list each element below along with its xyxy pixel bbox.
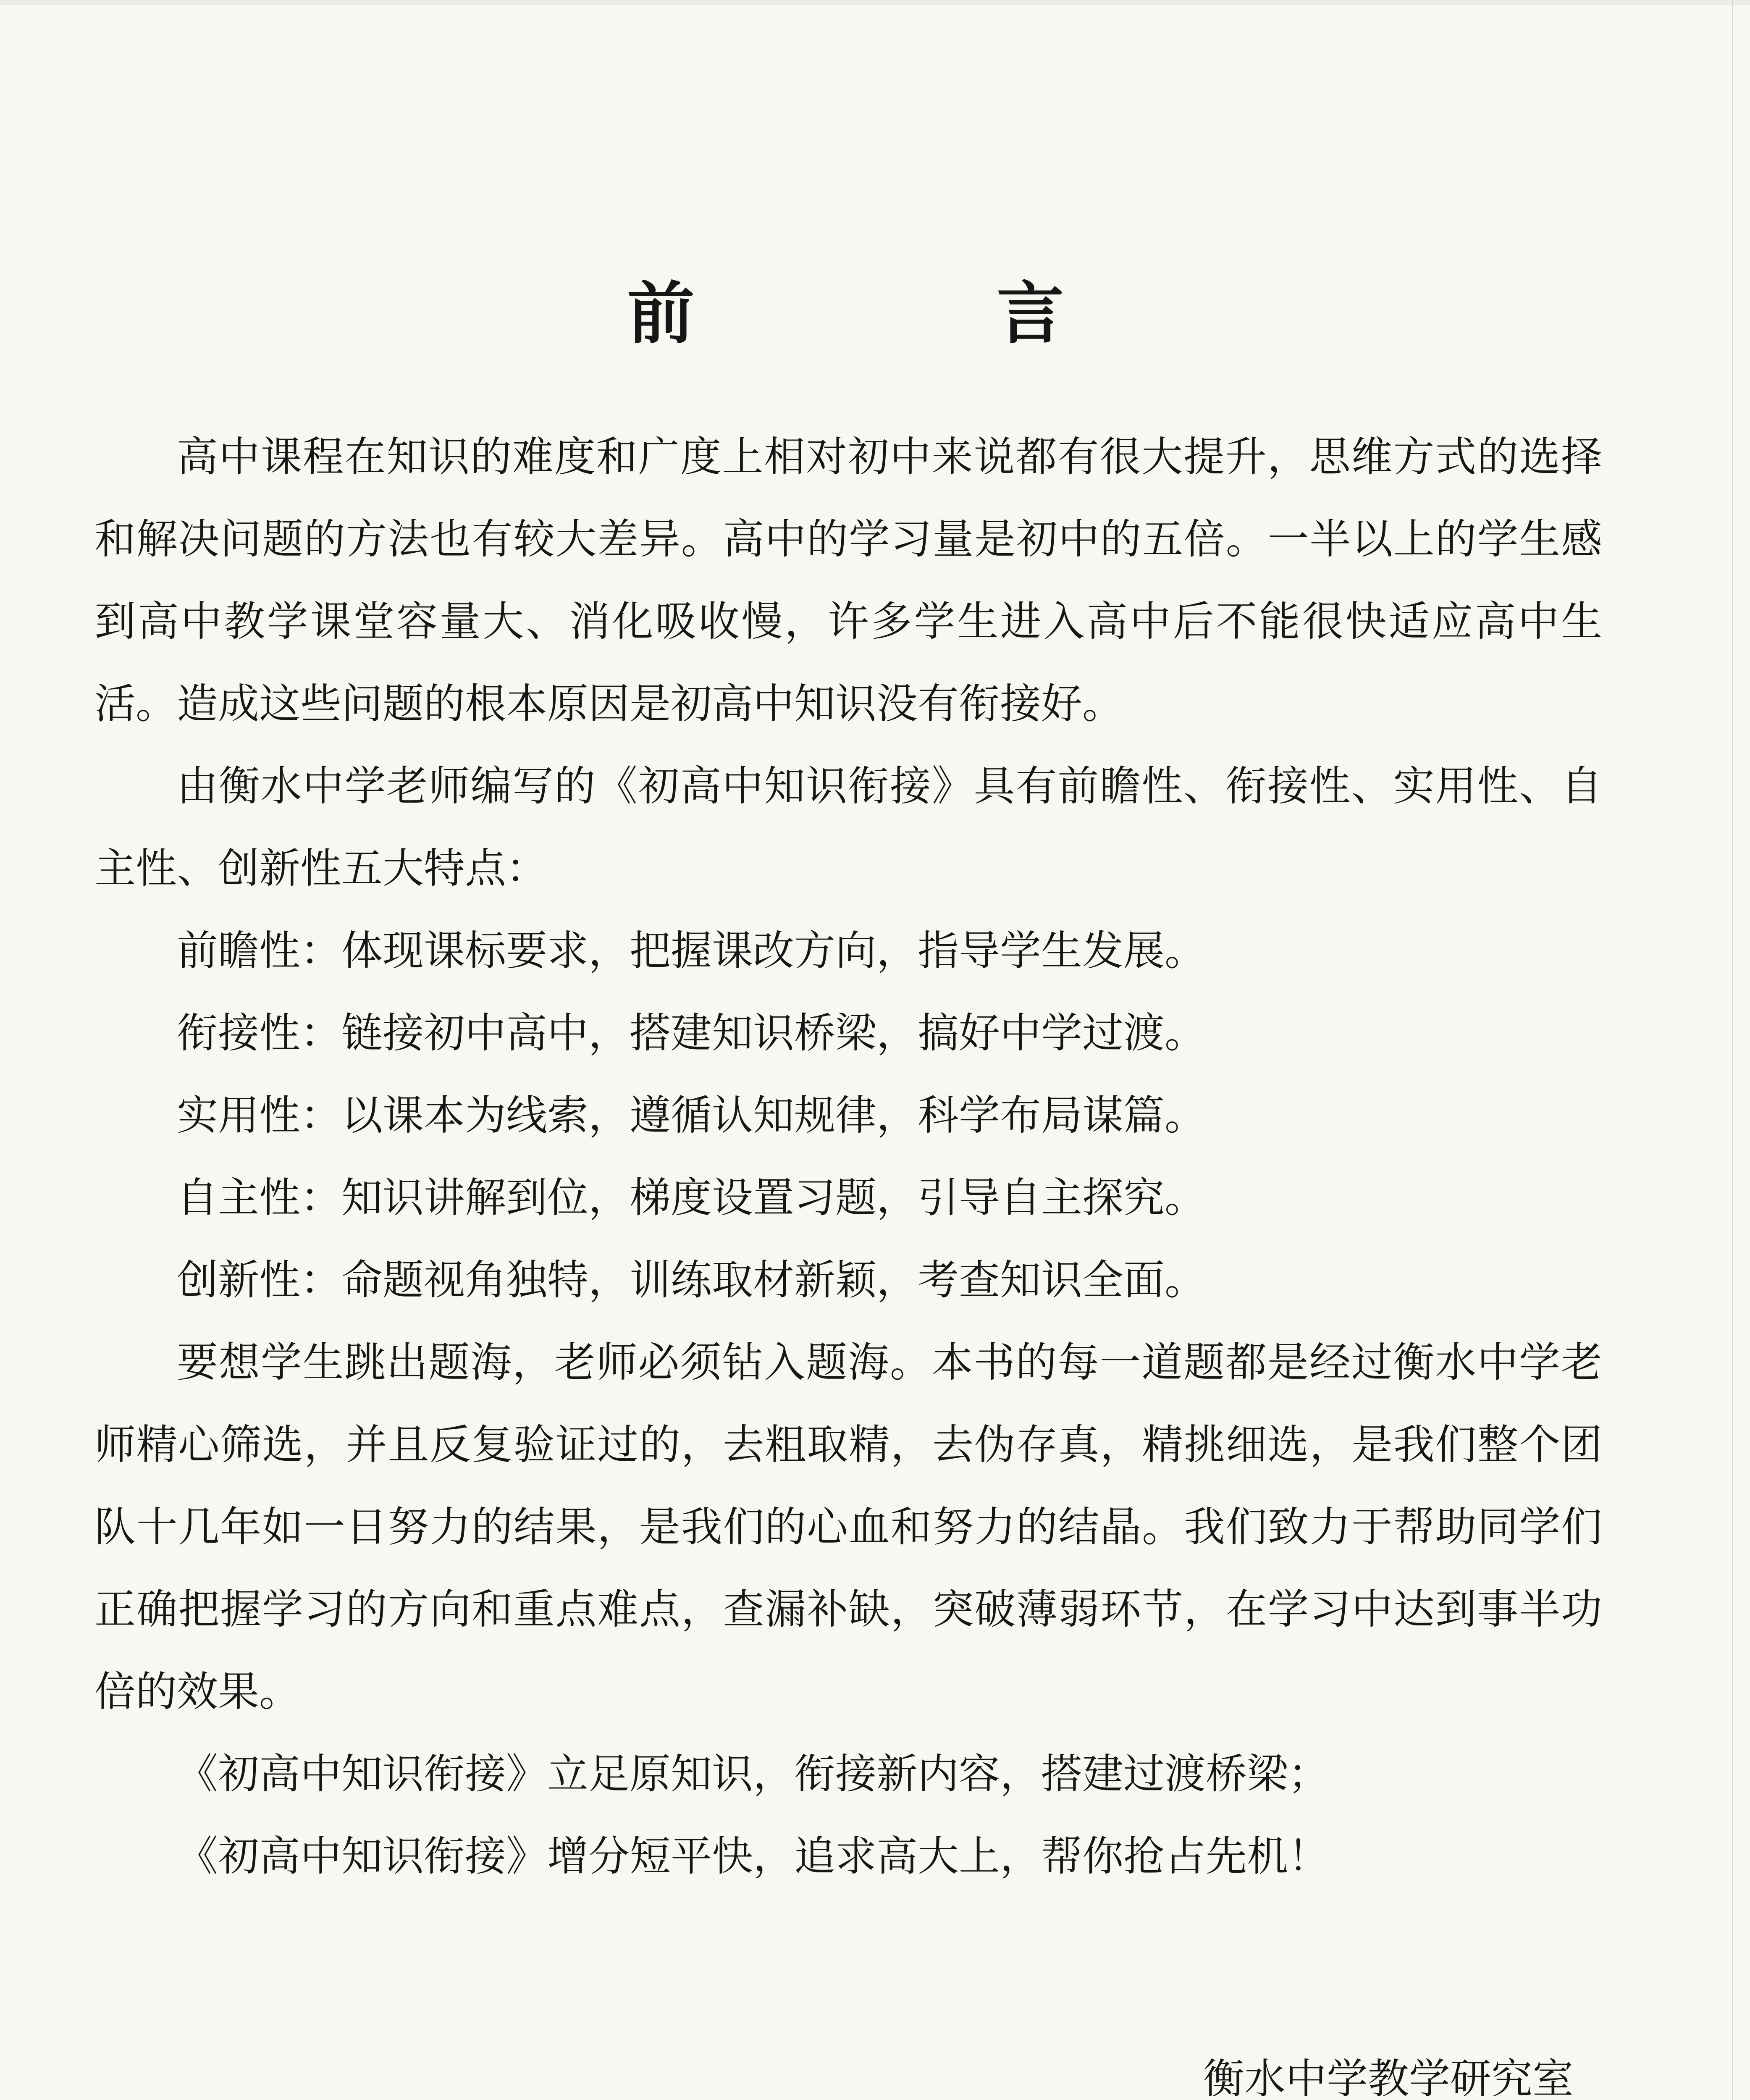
- feature-item: 自主性：知识讲解到位，梯度设置习题，引导自主探究。: [177, 1174, 1206, 1222]
- page-top-edge: [0, 0, 1750, 5]
- preface-body: [94, 416, 1602, 1898]
- feature-item: 衔接性：链接初中高中，搭建知识桥梁，搞好中学过渡。: [177, 1009, 1206, 1057]
- paragraph-intro: 高中课程在知识的难度和广度上相对初中来说都有很大提升，思维方式的选择和解决问题的方法也有较大差异。高中的学习量是初中的五倍。一半以上的学生感到高中教学课堂容量大、消化吸收慢，许多学生进入高中后不能很快适应高中生活。造成这些问题的根本原因是初高中知识没有衔接好。: [94, 433, 1602, 728]
- signature: 衡水中学教学研究室: [1203, 2055, 1574, 2100]
- paragraph-slogan-1: 《初高中知识衔接》立足原知识，衔接新内容，搭建过渡桥梁；: [177, 1750, 1330, 1798]
- paragraph-features-intro: 由衡水中学老师编写的《初高中知识衔接》具有前瞻性、衔接性、实用性、自主性、创新性五大特点：: [94, 762, 1602, 892]
- feature-item: 创新性：命题视角独特，训练取材新颖，考查知识全面。: [177, 1256, 1206, 1304]
- paragraph-slogan-2: 《初高中知识衔接》增分短平快，追求高大上，帮你抢占先机！: [177, 1832, 1330, 1880]
- feature-item: 前瞻性：体现课标要求，把握课改方向，指导学生发展。: [177, 927, 1206, 975]
- page-title: 前 言: [627, 274, 1182, 353]
- feature-item: 实用性：以课本为线索，遵循认知规律，科学布局谋篇。: [177, 1092, 1206, 1139]
- paragraph-method: 要想学生跳出题海，老师必须钻入题海。本书的每一道题都是经过衡水中学老师精心筛选，并且反复验证过的，去粗取精，去伪存真，精挑细选，是我们整个团队十几年如一日努力的结果，是我们的心血和努力的结晶。我们致力于帮助同学们正确把握学习的方向和重点难点，查漏补缺，突破薄弱环节，在学习中达到事半功倍的效果。: [94, 1339, 1602, 1716]
